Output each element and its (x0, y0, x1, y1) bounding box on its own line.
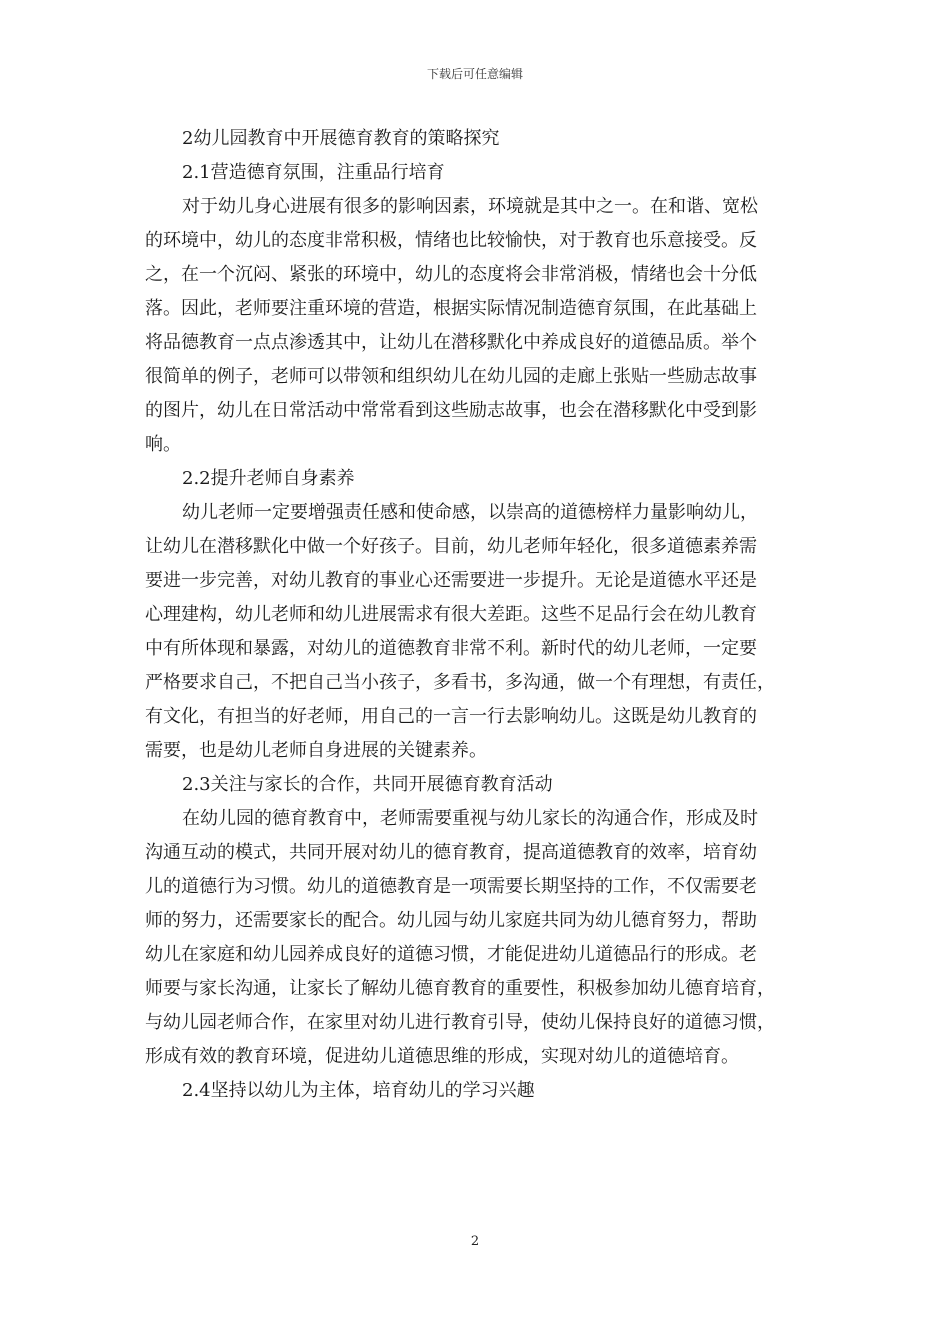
paragraph-line: 将品德教育一点点渗透其中，让幼儿在潜移默化中养成良好的道德品质。举个 (145, 332, 757, 353)
paragraph-line: 有文化，有担当的好老师，用自己的一言一行去影响幼儿。这既是幼儿教育的 (145, 706, 757, 727)
paragraph-line: 需要，也是幼儿老师自身进展的关键素养。 (145, 740, 487, 761)
paragraph-line: 与幼儿园老师合作，在家里对幼儿进行教育引导，使幼儿保持良好的道德习惯， (145, 1012, 775, 1033)
paragraph-line: 的环境中，幼儿的态度非常积极，情绪也比较愉快，对于教育也乐意接受。反 (145, 230, 757, 251)
paragraph-line: 师的努力，还需要家长的配合。幼儿园与幼儿家庭共同为幼儿德育努力，帮助 (145, 910, 757, 931)
paragraph-line: 落。因此，老师要注重环境的营造，根据实际情况制造德育氛围，在此基础上 (145, 298, 757, 319)
paragraph-line: 响。 (145, 434, 181, 455)
paragraph-line: 要进一步完善，对幼儿教育的事业心还需要进一步提升。无论是道德水平还是 (145, 570, 757, 591)
paragraph-line: 形成有效的教育环境，促进幼儿道德思维的形成，实现对幼儿的道德培育。 (145, 1046, 739, 1067)
paragraph-line: 心理建构，幼儿老师和幼儿进展需求有很大差距。这些不足品行会在幼儿教育 (145, 604, 757, 625)
paragraph-line: 师要与家长沟通，让家长了解幼儿德育教育的重要性，积极参加幼儿德育培育， (145, 978, 775, 999)
paragraph-line: 很简单的例子，老师可以带领和组织幼儿在幼儿园的走廊上张贴一些励志故事 (145, 366, 757, 387)
paragraph-line: 儿的道德行为习惯。幼儿的道德教育是一项需要长期坚持的工作，不仅需要老 (145, 876, 757, 897)
paragraph-line: 对于幼儿身心进展有很多的影响因素，环境就是其中之一。在和谐、宽松 (182, 196, 758, 217)
subsection-heading: 2.3关注与家长的合作，共同开展德育教育活动 (182, 774, 553, 795)
paragraph-line: 中有所体现和暴露，对幼儿的道德教育非常不利。新时代的幼儿老师，一定要 (145, 638, 757, 659)
subsection-heading: 2.1营造德育氛围，注重品行培育 (182, 162, 445, 183)
subsection-heading: 2.2提升老师自身素养 (182, 468, 355, 489)
paragraph-line: 在幼儿园的德育教育中，老师需要重视与幼儿家长的沟通合作，形成及时 (182, 808, 758, 829)
paragraph-line: 幼儿在家庭和幼儿园养成良好的道德习惯，才能促进幼儿道德品行的形成。老 (145, 944, 757, 965)
paragraph-line: 让幼儿在潜移默化中做一个好孩子。目前，幼儿老师年轻化，很多道德素养需 (145, 536, 757, 557)
page-header: 下载后可任意编辑 (426, 67, 523, 81)
paragraph-line: 沟通互动的模式，共同开展对幼儿的德育教育，提高道德教育的效率，培育幼 (145, 842, 757, 863)
subsection-heading: 2.4坚持以幼儿为主体，培育幼儿的学习兴趣 (182, 1080, 535, 1101)
paragraph-line: 之，在一个沉闷、紧张的环境中，幼儿的态度将会非常消极，情绪也会十分低 (145, 264, 757, 285)
section-title: 2幼儿园教育中开展德育教育的策略探究 (182, 128, 500, 149)
document-body (145, 122, 805, 1108)
paragraph-line: 的图片，幼儿在日常活动中常常看到这些励志故事，也会在潜移默化中受到影 (145, 400, 757, 421)
page-number: 2 (470, 1234, 480, 1249)
paragraph-line: 严格要求自己，不把自己当小孩子，多看书，多沟通，做一个有理想，有责任， (145, 672, 775, 693)
paragraph-line: 幼儿老师一定要增强责任感和使命感，以崇高的道德榜样力量影响幼儿， (182, 502, 758, 523)
